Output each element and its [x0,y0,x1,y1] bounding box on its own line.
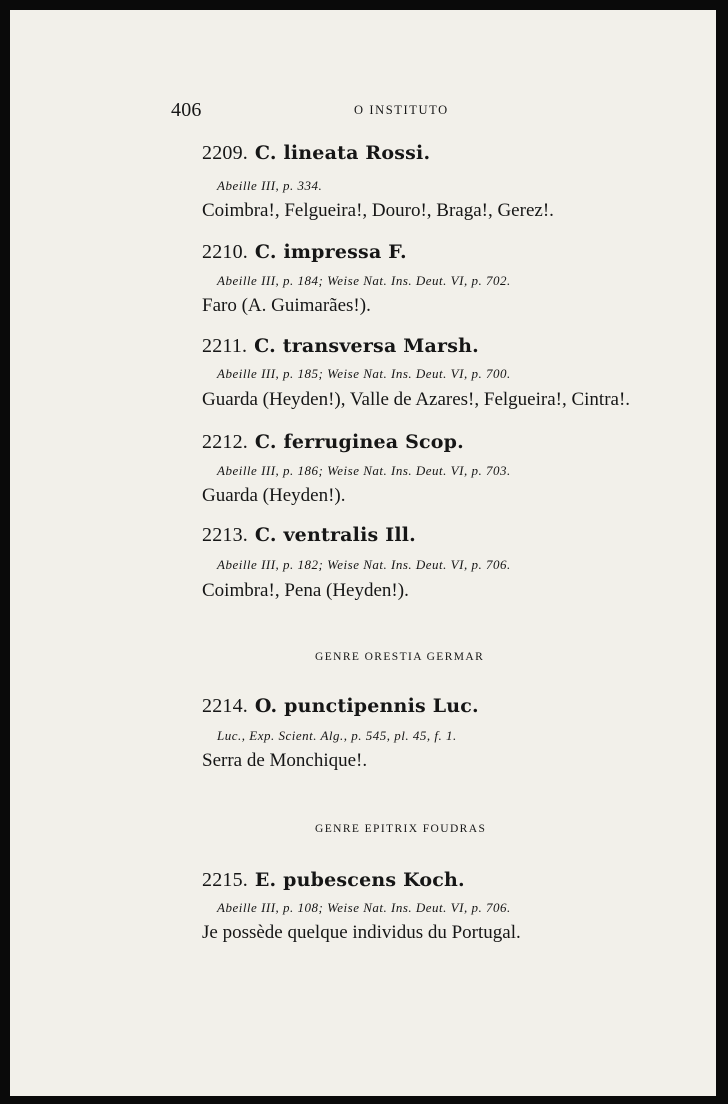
species-name: C. ferruginea Scop. [254,431,464,453]
species-reference: Luc., Exp. Scient. Alg., p. 545, pl. 45, f. 1. [217,728,457,743]
species-number: 2214. [202,695,248,717]
species-name: C. transversa Marsh. [254,335,479,357]
species-reference: Abeille III, p. 182; Weise Nat. Ins. Deut. VI, p. 706. [217,557,511,572]
species-name: E. pubescens Koch. [254,869,465,891]
species-number: 2210. [202,241,248,263]
species-heading [202,695,479,718]
species-reference: Abeille III, p. 185; Weise Nat. Ins. Deut. VI, p. 700. [217,366,511,381]
species-heading [202,524,416,547]
species-name: O. punctipennis Luc. [254,695,479,717]
book-page [10,10,716,1096]
genre-heading: GENRE EPITRIX FOUDRAS [315,823,487,835]
species-localities: Guarda (Heyden!). [202,485,346,506]
species-localities: Faro (A. Guimarães!). [202,295,371,316]
species-name: C. ventralis Ill. [254,524,416,546]
page-number: 406 [171,99,202,121]
species-name: C. lineata Rossi. [254,142,431,164]
species-number: 2215. [202,869,248,891]
species-localities: Coimbra!, Pena (Heyden!). [202,580,409,601]
species-number: 2209. [202,142,248,164]
species-heading [202,869,465,892]
species-heading [202,431,464,454]
genre-heading: GENRE ORESTIA GERMAR [315,651,485,663]
species-localities: Coimbra!, Felgueira!, Douro!, Braga!, Gerez!. [202,200,554,221]
species-localities: Guarda (Heyden!), Valle de Azares!, Felgueira!, Cintra!. [202,389,631,410]
species-name: C. impressa F. [254,241,407,263]
species-reference: Abeille III, p. 334. [217,178,323,193]
species-number: 2212. [202,431,248,453]
species-reference: Abeille III, p. 184; Weise Nat. Ins. Deut. VI, p. 702. [217,273,511,288]
species-reference: Abeille III, p. 186; Weise Nat. Ins. Deut. VI, p. 703. [217,463,511,478]
running-title: O INSTITUTO [354,103,449,117]
species-number: 2211. [202,335,248,357]
species-reference: Abeille III, p. 108; Weise Nat. Ins. Deut. VI, p. 706. [217,900,511,915]
species-heading [202,241,407,264]
species-number: 2213. [202,524,248,546]
species-heading [202,335,479,358]
species-heading [202,142,430,165]
species-localities: Serra de Monchique!. [202,750,368,771]
species-localities: Je possède quelque individus du Portugal. [202,922,521,943]
